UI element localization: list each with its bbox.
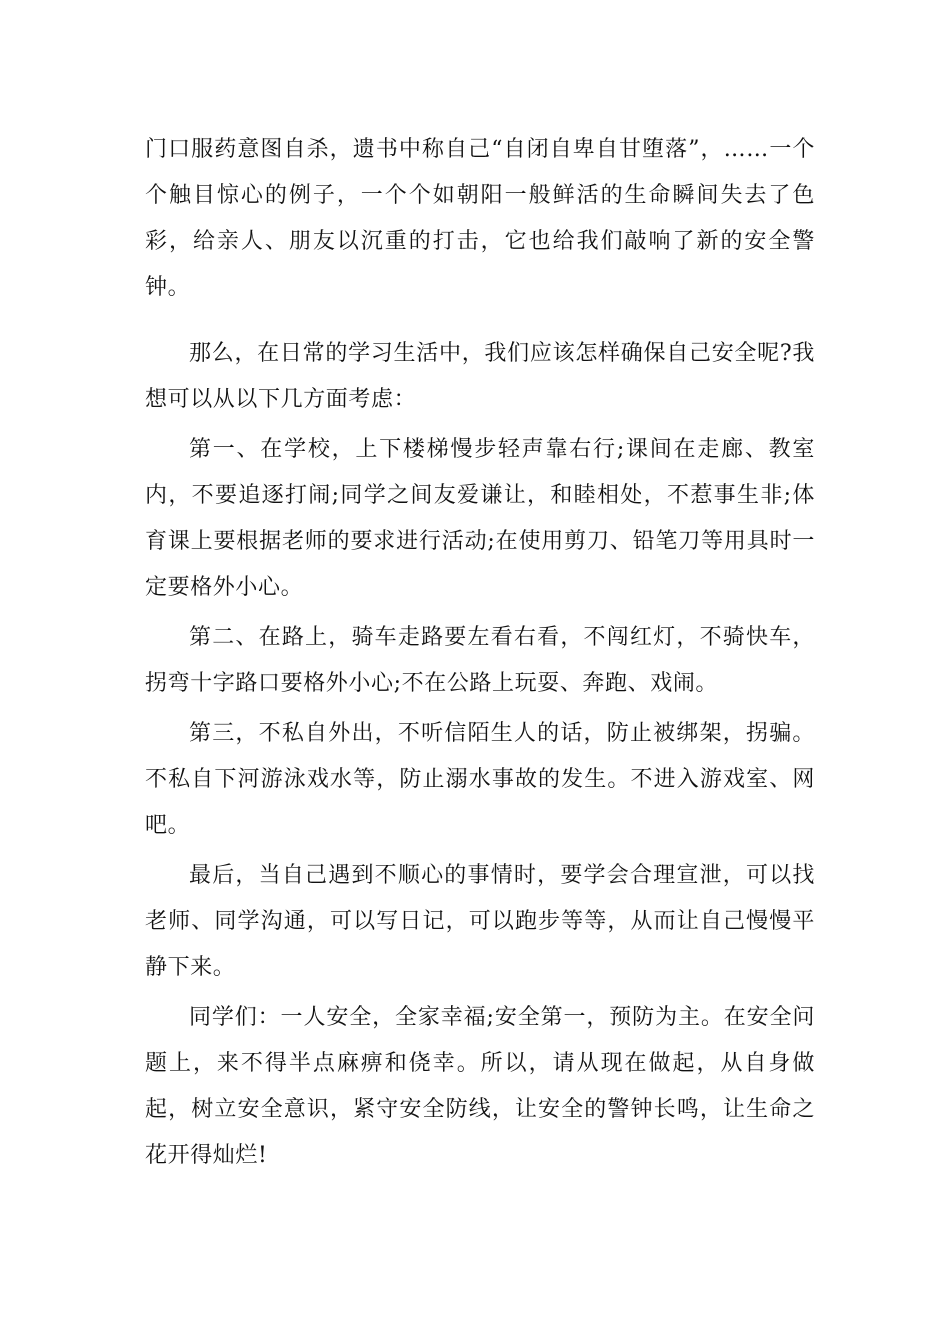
main-text-block [145, 331, 815, 1183]
paragraph-stranger-safety: 第三，不私自外出，不听信陌生人的话，防止被绑架，拐骗。不私自下河游泳戏水等，防止溺水事故的发生。不进入游戏室、网吧。 [145, 721, 815, 838]
paragraph-continuation: 门口服药意图自杀，遗书中称自己“自闭自卑自甘堕落”，……一个个触目惊心的例子，一个个如朝阳一般鲜活的生命瞬间失去了色彩，给亲人、朋友以沉重的打击，它也给我们敲响了新的安全警钟。 [145, 137, 815, 300]
paragraph-question: 那么，在日常的学习生活中，我们应该怎样确保自己安全呢?我想可以从以下几方面考虑： [145, 341, 815, 412]
paragraph-road-safety: 第二、在路上，骑车走路要左看右看，不闯红灯，不骑快车，拐弯十字路口要格外小心;不在公路上玩耍、奔跑、戏闹。 [145, 625, 815, 696]
intro-text-block [145, 127, 815, 315]
paragraph-conclusion: 同学们：一人安全，全家幸福;安全第一，预防为主。在安全问题上，来不得半点麻痹和侥幸。所以，请从现在做起，从自身做起，树立安全意识，紧守安全防线，让安全的警钟长鸣，让生命之花开得灿烂! [145, 1005, 815, 1168]
paragraph-emotional-safety: 最后，当自己遇到不顺心的事情时，要学会合理宣泄，可以找老师、同学沟通，可以写日记，可以跑步等等，从而让自己慢慢平静下来。 [145, 863, 815, 980]
paragraph-school-safety: 第一、在学校，上下楼梯慢步轻声靠右行;课间在走廊、教室内，不要追逐打闹;同学之间友爱谦让，和睦相处，不惹事生非;体育课上要根据老师的要求进行活动;在使用剪刀、铅笔刀等用具时一定要格外小心。 [145, 437, 815, 600]
